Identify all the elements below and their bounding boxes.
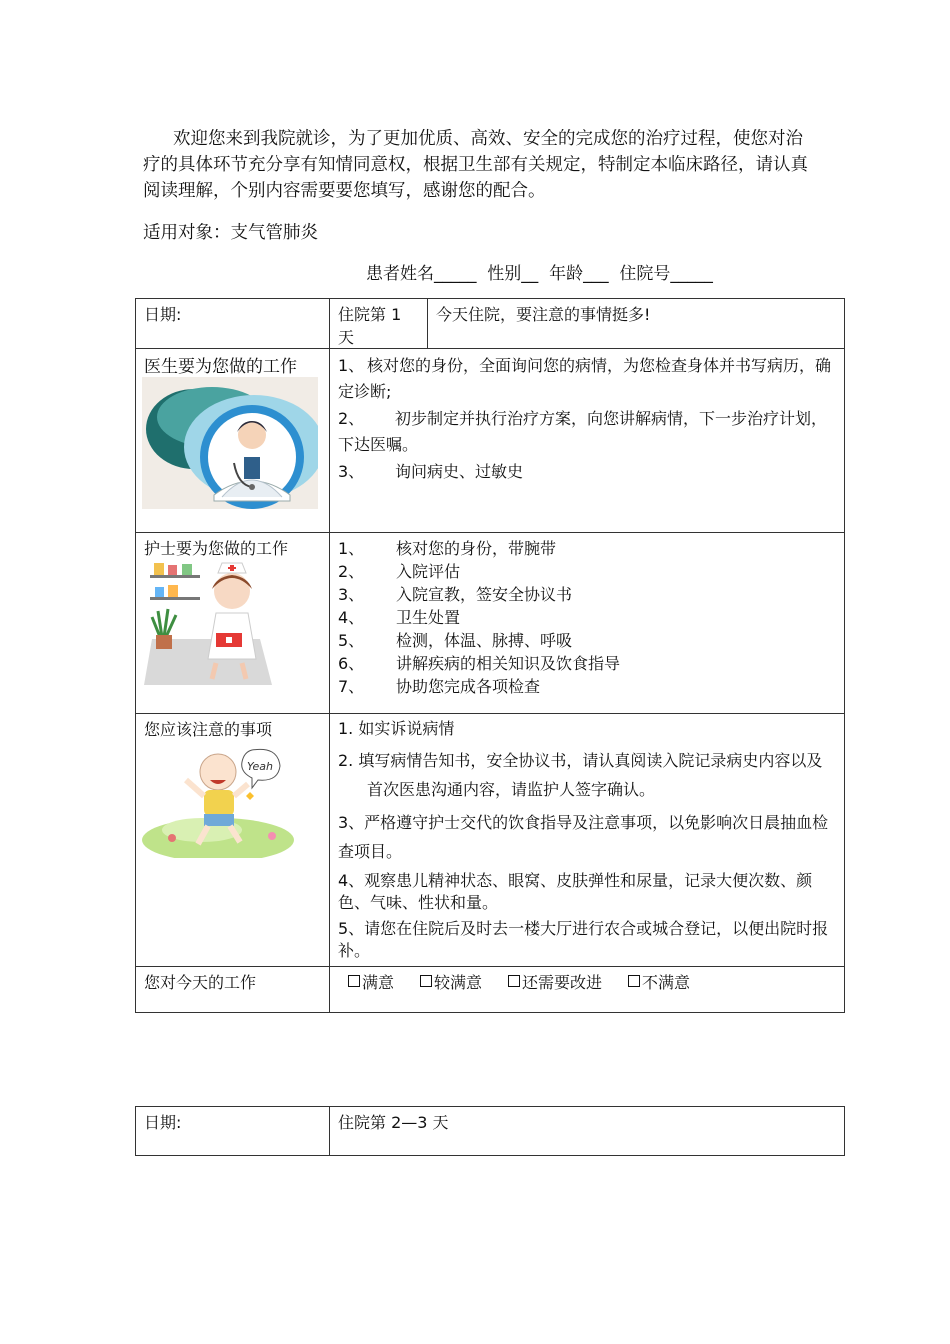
list-item: 6、 讲解疾病的相关知识及饮食指导 xyxy=(338,654,621,673)
list-item: 1. 如实诉说病情 xyxy=(338,719,455,738)
list-item: 1、 核对您的身份，带腕带 xyxy=(338,539,557,558)
checkbox[interactable] xyxy=(628,975,640,987)
day-number: 住院第 2—3 天 xyxy=(338,1113,449,1132)
list-item: 7、 协助您完成各项检查 xyxy=(338,677,541,696)
list-item: 4、观察患儿精神状态、眼窝、皮肤弹性和尿量，记录大便次数、颜色、气味、性状和量。 xyxy=(338,871,813,912)
date-row xyxy=(136,1107,845,1156)
list-item: 4、 卫生处置 xyxy=(338,608,461,627)
yeah-bubble-text: Yeah xyxy=(247,760,273,773)
option-satisfied[interactable]: 满意 xyxy=(348,970,394,993)
nurse-label: 护士要为您做的工作 xyxy=(144,539,289,558)
day-note: 今天住院，要注意的事情挺多! xyxy=(436,305,651,324)
option-not-satisfied[interactable]: 不满意 xyxy=(628,970,690,993)
list-item: 3、 询问病史、过敏史 xyxy=(338,462,524,481)
list-item: 3、严格遵守护士交代的饮食指导及注意事项，以免影响次日晨抽血检查项目。 xyxy=(338,813,829,861)
list-item: 5、请您在住院后及时去一楼大厅进行农合或城合登记，以便出院时报补。 xyxy=(338,919,829,960)
list-item: 5、 检测，体温、脉搏、呼吸 xyxy=(338,631,573,650)
doctor-label: 医生要为您做的工作 xyxy=(144,357,297,377)
satisfaction-label: 您对今天的工作 xyxy=(144,973,257,992)
date-row xyxy=(136,299,845,349)
checkbox[interactable] xyxy=(348,975,360,987)
attention-row xyxy=(136,714,845,967)
day2-3-table xyxy=(135,1106,845,1156)
satisfaction-row xyxy=(136,967,845,1013)
scope-line: 适用对象：支气管肺炎 xyxy=(143,223,318,243)
checkbox[interactable] xyxy=(508,975,520,987)
intro-paragraph: 欢迎您来到我院就诊，为了更加优质、高效、安全的完成您的治疗过程，使您对治疗的具体环节充分享有知情同意权，根据卫生部有关规定，特制定本临床路径，请认真阅读理解，个别内容需要要您填写，感谢您的配合。 xyxy=(143,129,808,201)
nurse-row xyxy=(136,533,845,714)
option-fairly-satisfied[interactable]: 较满意 xyxy=(420,970,482,993)
doctor-illustration xyxy=(142,377,318,509)
doctor-row xyxy=(136,349,845,533)
checkbox[interactable] xyxy=(420,975,432,987)
date-label: 日期: xyxy=(144,1113,182,1132)
list-item: 2. 填写病情告知书，安全协议书，请认真阅读入院记录病史内容以及首次医患沟通内容，请监护人签字确认。 xyxy=(338,751,823,799)
list-item: 2、 入院评估 xyxy=(338,562,461,581)
nurse-illustration xyxy=(142,559,272,687)
list-item: 1、 核对您的身份，全面询问您的病情，为您检查身体并书写病历，确定诊断; xyxy=(338,356,832,401)
attention-label: 您应该注意的事项 xyxy=(144,720,273,739)
list-item: 3、 入院宣教，签安全协议书 xyxy=(338,585,573,604)
day1-table xyxy=(135,298,845,1013)
list-item: 2、 初步制定并执行治疗方案，向您讲解病情，下一步治疗计划，下达医嘱。 xyxy=(338,409,828,454)
child-cheering-illustration xyxy=(142,740,294,858)
day-number: 住院第 1 天 xyxy=(330,299,428,348)
patient-info-line: 患者姓名_____ 性别__ 年龄___ 住院号_____ xyxy=(366,264,713,284)
date-label: 日期: xyxy=(144,305,182,324)
option-needs-improvement[interactable]: 还需要改进 xyxy=(508,970,602,993)
